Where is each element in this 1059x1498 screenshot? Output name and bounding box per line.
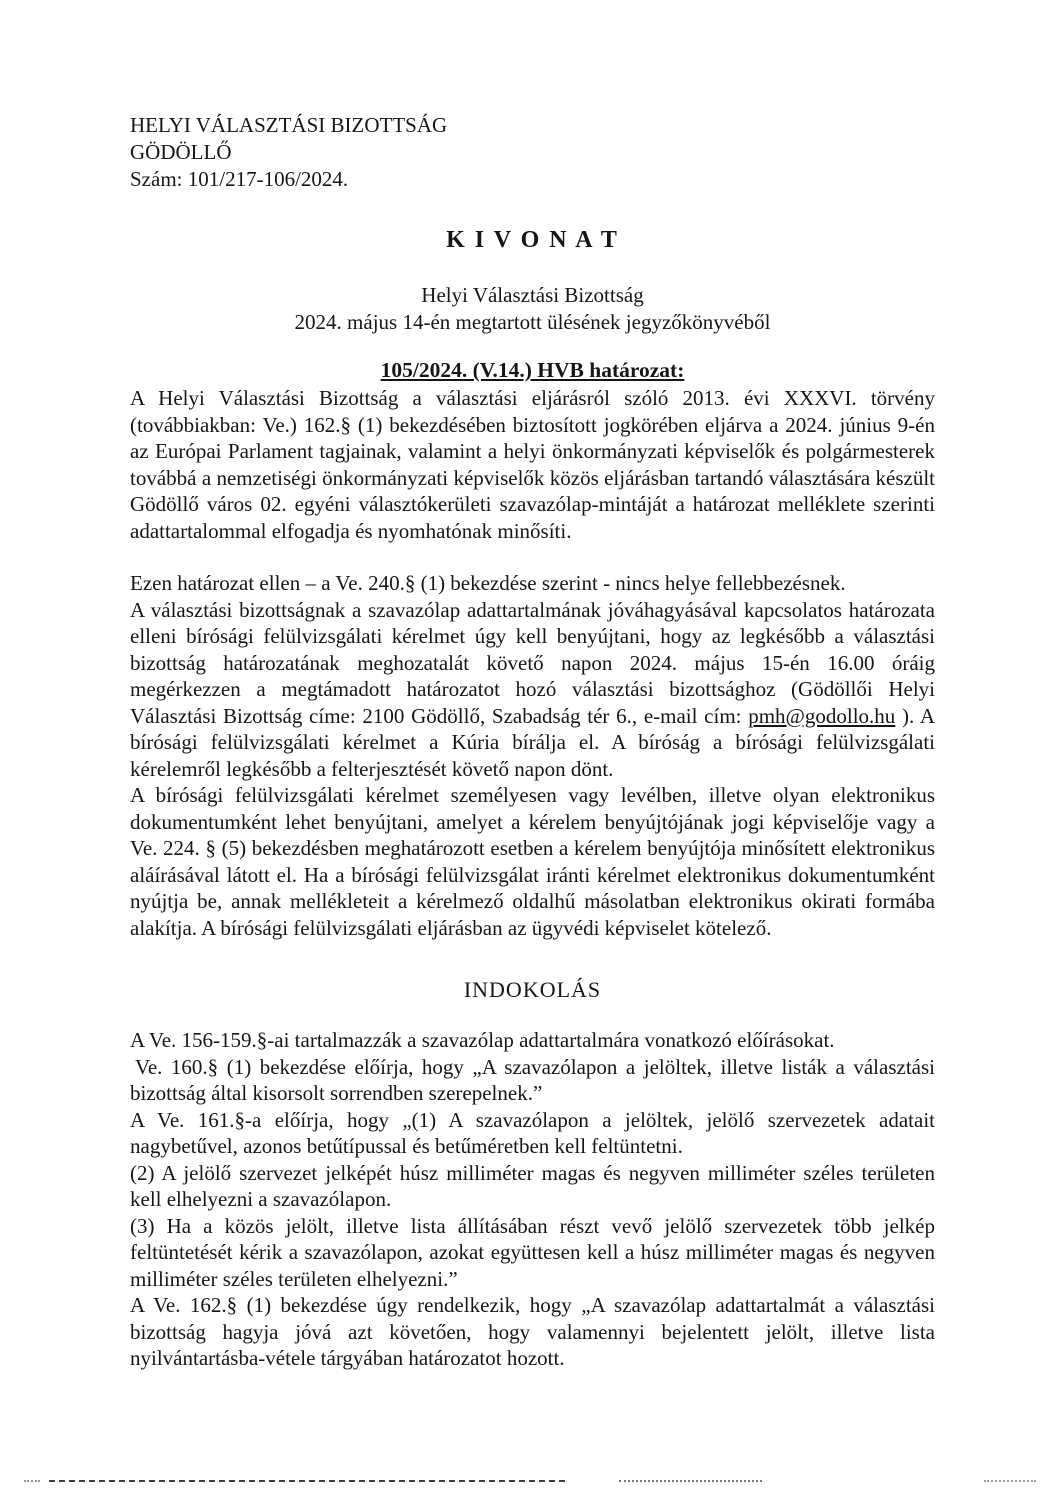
decision-paragraph: A Helyi Választási Bizottság a választási eljárásról szóló 2013. évi XXXVI. törvény (továbbiakban: Ve.) 162.§ (1) bekezdésében biztosított jogkörében eljárva a 2024. június 9-én az Európai Parlament tagjainak, valamint a helyi önkormányzati képviselők és polgármesterek továbbá a nemzetiségi önkormányzati képviselők közös eljárásban tartandó választására készült Gödöllő város 02. egyéni választókerületi szavazólap-mintáját a határozat melléklete szerinti adattartalommal elfogadja és nyomhatónak minősíti. [130, 386, 935, 543]
decision-heading: 105/2024. (V.14.) HVB határozat: [380, 358, 685, 382]
document-title: K I V O N A T [446, 227, 619, 253]
justification-paragraph-4: (2) A jelölő szervezet jelképét húsz milliméter magas és negyven milliméter széles területen kell elhelyezni a szavazólapon. [130, 1160, 935, 1211]
fold-mark-main [49, 1480, 565, 1482]
fold-mark-middle [619, 1480, 762, 1482]
appeal-section [130, 570, 935, 941]
fold-mark-left [24, 1480, 40, 1482]
judicial-review-paragraph [130, 597, 935, 783]
case-number: Szám: 101/217-106/2024. [130, 167, 349, 191]
fold-mark-right [984, 1480, 1036, 1482]
org-city-line: GÖDÖLLŐ [130, 140, 232, 164]
justification-paragraph-2: Ve. 160.§ (1) bekezdése előírja, hogy „A szavazólapon a jelöltek, illetve listák a választási bizottság által kisorsolt sorrendben szerepelnek.” [130, 1054, 935, 1105]
justification-section [130, 1027, 935, 1372]
justification-paragraph-5: (3) Ha a közös jelölt, illetve lista állításában részt vevő jelölő szervezetek több jelkép feltüntetését kérik a szavazólapon, azokat együttesen kell a húsz milliméter magas és negyven milliméter széles területen elhelyezni.” [130, 1213, 935, 1291]
review-text-before-email: A választási bizottságnak a szavazólap adattartalmának jóváhagyásával kapcsolatos határozata elleni bírósági felülvizsgálati kérelmet úgy kell benyújtani, hogy az legkésőbb a választási bizottság határozatának meghozatalát követő napon 2024. május 15-én 16.00 óráig megérkezzen a megtámadott határozatot hozó választási bizottsághoz (Gödöllői Helyi Választási Bizottság címe: 2100 Gödöllő, Szabadság tér 6., e-mail cím: [130, 597, 935, 728]
subtitle-committee: Helyi Választási Bizottság [421, 283, 644, 307]
review-text-after-email: ). A bírósági felülvizsgálati kérelmet a Kúria bírálja el. A bíróság a bírósági felülvizsgálati kérelemről legkésőbb a felterjesztését követő napon dönt. [130, 703, 935, 781]
justification-paragraph-6: A Ve. 162.§ (1) bekezdése úgy rendelkezik, hogy „A szavazólap adattartalmát a választási bizottság hagyja jóvá azt követően, hogy valamennyi bejelentett jelölt, illetve lista nyilvántartásba-vétele tárgyában határozatot hozott. [130, 1293, 935, 1370]
org-name-line: HELYI VÁLASZTÁSI BIZOTTSÁG [130, 113, 448, 137]
subtitle-session: 2024. május 14-én megtartott ülésének jegyzőkönyvéből [294, 310, 771, 334]
submission-paragraph: A bírósági felülvizsgálati kérelmet személyesen vagy levélben, illetve olyan elektronikus dokumentumként lehet benyújtani, amelyet a kérelem benyújtójának jogi képviselője vagy a Ve. 224. § (5) bekezdésben meghatározott esetben a kérelem benyújtója minősített elektronikus aláírásával látott el. Ha a bírósági felülvizsgálat iránti kérelmet elektronikus dokumentumként nyújtja be, annak mellékleteit a kérelmező oldalhű másolatban elektronikus okirati formába alakítja. A bírósági felülvizsgálati eljárásban az ügyvédi képviselet kötelező. [130, 783, 935, 940]
section-heading-indokolas: INDOKOLÁS [463, 977, 602, 1002]
justification-paragraph-1: A Ve. 156-159.§-ai tartalmazzák a szavazólap adattartalmára vonatkozó előírásokat. [130, 1028, 835, 1052]
email-link[interactable]: pmh@godollo.hu [748, 703, 896, 728]
justification-paragraph-3: A Ve. 161.§-a előírja, hogy „(1) A szavazólapon a jelöltek, jelölő szervezetek adatait nagybetűvel, azonos betűtípussal és betűméretben kell feltüntetni. [130, 1107, 935, 1158]
letterhead [130, 112, 935, 193]
no-appeal-line: Ezen határozat ellen – a Ve. 240.§ (1) bekezdése szerint - nincs helye fellebbezésnek. [130, 571, 846, 595]
page-fold-dotted-line [0, 1480, 1059, 1484]
